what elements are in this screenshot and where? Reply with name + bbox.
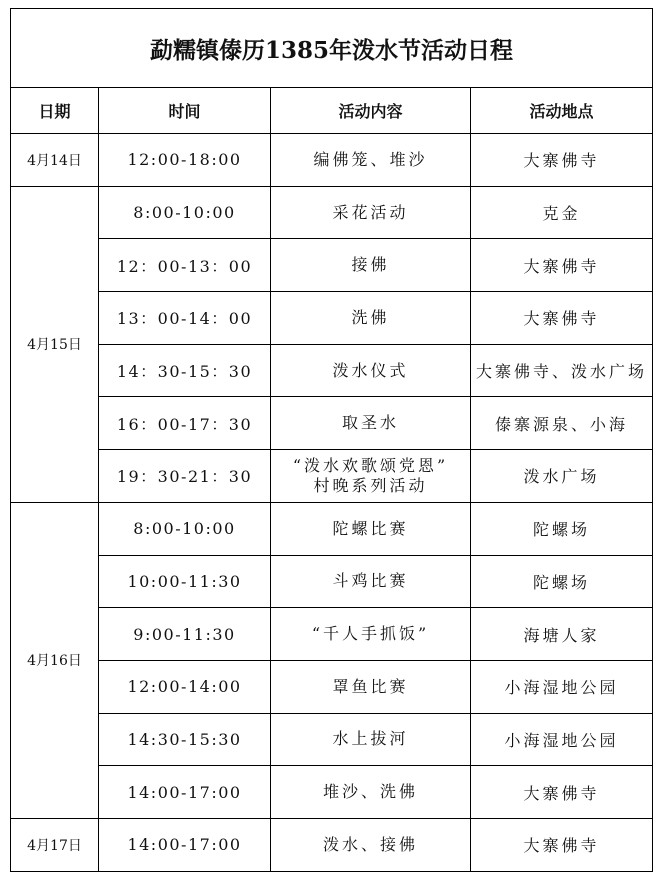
activity-cell: 泼水仪式 — [271, 344, 471, 397]
activity-cell: 斗鸡比赛 — [271, 555, 471, 608]
location-cell: 小海湿地公园 — [471, 713, 653, 766]
page-title: 勐糯镇傣历1385年泼水节活动日程 — [11, 9, 653, 88]
location-cell: 小海湿地公园 — [471, 660, 653, 713]
activity-cell: “泼水欢歌颂党恩” 村晚系列活动 — [271, 450, 471, 503]
location-cell: 大寨佛寺 — [471, 292, 653, 345]
activity-cell: 堆沙、洗佛 — [271, 766, 471, 819]
table-row — [11, 397, 653, 450]
activity-cell: 取圣水 — [271, 397, 471, 450]
time-cell: 12:00-18:00 — [99, 134, 271, 187]
time-cell: 12:00-14:00 — [99, 660, 271, 713]
location-cell: 陀螺场 — [471, 502, 653, 555]
time-cell: 10:00-11:30 — [99, 555, 271, 608]
location-cell: 陀螺场 — [471, 555, 653, 608]
table-row — [11, 239, 653, 292]
schedule-document — [10, 8, 652, 872]
time-cell: 14:00-17:00 — [99, 766, 271, 819]
location-cell: 大寨佛寺 — [471, 818, 653, 871]
location-cell: 海塘人家 — [471, 608, 653, 661]
table-row — [11, 292, 653, 345]
table-row — [11, 555, 653, 608]
time-cell: 14:00-17:00 — [99, 818, 271, 871]
schedule-body — [11, 134, 653, 872]
table-row — [11, 344, 653, 397]
time-cell: 13：00-14：00 — [99, 292, 271, 345]
activity-cell: 泼水、接佛 — [271, 818, 471, 871]
time-cell: 8:00-10:00 — [99, 186, 271, 239]
activity-cell: “千人手抓饭” — [271, 608, 471, 661]
table-row — [11, 713, 653, 766]
location-cell: 大寨佛寺、泼水广场 — [471, 344, 653, 397]
header-activity: 活动内容 — [271, 88, 471, 134]
date-cell: 4月15日 — [11, 186, 99, 502]
table-row — [11, 660, 653, 713]
table-row — [11, 818, 653, 871]
time-cell: 8:00-10:00 — [99, 502, 271, 555]
activity-cell: 水上拔河 — [271, 713, 471, 766]
schedule-table — [10, 8, 653, 872]
activity-cell: 罩鱼比赛 — [271, 660, 471, 713]
header-time: 时间 — [99, 88, 271, 134]
location-cell: 大寨佛寺 — [471, 239, 653, 292]
table-row — [11, 450, 653, 503]
table-row — [11, 608, 653, 661]
date-cell: 4月16日 — [11, 502, 99, 818]
activity-cell: 陀螺比赛 — [271, 502, 471, 555]
time-cell: 19：30-21：30 — [99, 450, 271, 503]
activity-cell: 接佛 — [271, 239, 471, 292]
location-cell: 克金 — [471, 186, 653, 239]
date-cell: 4月17日 — [11, 818, 99, 871]
location-cell: 泼水广场 — [471, 450, 653, 503]
time-cell: 12：00-13：00 — [99, 239, 271, 292]
time-cell: 14：30-15：30 — [99, 344, 271, 397]
time-cell: 9:00-11:30 — [99, 608, 271, 661]
table-row — [11, 186, 653, 239]
table-row — [11, 766, 653, 819]
location-cell: 大寨佛寺 — [471, 766, 653, 819]
header-date: 日期 — [11, 88, 99, 134]
activity-cell: 采花活动 — [271, 186, 471, 239]
activity-cell: 洗佛 — [271, 292, 471, 345]
header-row — [11, 88, 653, 134]
time-cell: 16：00-17：30 — [99, 397, 271, 450]
header-location: 活动地点 — [471, 88, 653, 134]
table-row — [11, 134, 653, 187]
date-cell: 4月14日 — [11, 134, 99, 187]
time-cell: 14:30-15:30 — [99, 713, 271, 766]
activity-cell: 编佛笼、堆沙 — [271, 134, 471, 187]
location-cell: 大寨佛寺 — [471, 134, 653, 187]
location-cell: 傣寨源泉、小海 — [471, 397, 653, 450]
table-row — [11, 502, 653, 555]
